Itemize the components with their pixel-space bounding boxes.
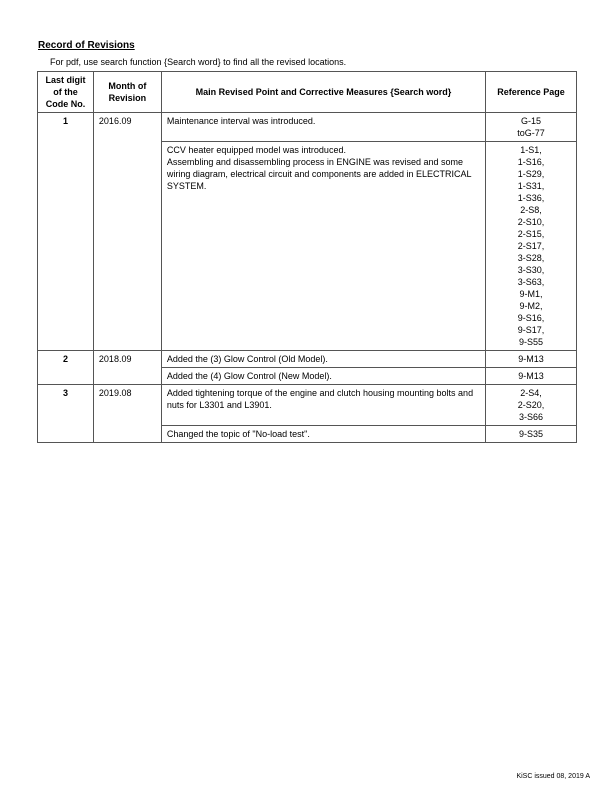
ref-cell: [486, 113, 577, 142]
issue-footer: KiSC issued 08, 2019 A: [516, 773, 590, 780]
month-cell: 2018.09: [93, 351, 161, 385]
main-cell: [161, 142, 485, 351]
table-row: [38, 351, 577, 368]
main-cell: [161, 351, 485, 368]
main-text: Added the (3) Glow Control (Old Model).: [166, 354, 328, 364]
code-cell: 2: [38, 351, 94, 385]
header-code: Last digit of the Code No.: [38, 72, 94, 113]
search-instruction: For pdf, use search function {Search word} to find all the revised locations.: [50, 57, 347, 67]
main-cell: [161, 368, 485, 385]
revision-table: [37, 71, 577, 443]
main-text: CCV heater equipped model was introduced. Assembling and disassembling process in ENGINE was revised and some wiring diagram, electrical circuit and components are added in ELECTRICAL SYSTEM.: [166, 145, 472, 191]
header-month: Month of Revision: [93, 72, 161, 113]
page-title: Record of Revisions: [38, 40, 135, 51]
main-text: Maintenance interval was introduced.: [166, 116, 316, 126]
ref-text: 2-S4, 2-S20, 3-S66: [517, 388, 545, 422]
month-cell: 2016.09: [93, 113, 161, 351]
main-text: Added tightening torque of the engine and clutch housing mounting bolts and nuts for L3301 and L3901.: [166, 388, 474, 410]
table-row: [38, 113, 577, 142]
ref-cell: [486, 142, 577, 351]
ref-text: 9-M13: [518, 354, 544, 364]
ref-text: 9-M13: [518, 371, 544, 381]
ref-cell: [486, 368, 577, 385]
ref-cell: [486, 426, 577, 443]
main-text: Added the (4) Glow Control (New Model).: [166, 371, 332, 381]
ref-text: 1-S1, 1-S16, 1-S29, 1-S31, 1-S36, 2-S8, 2-S10, 2-S15, 2-S17, 3-S28, 3-S30, 3-S63, 9-M1, 9-M2, 9-S16, 9-S17, 9-S55: [517, 145, 545, 347]
ref-cell: [486, 385, 577, 426]
main-cell: [161, 113, 485, 142]
code-cell: 1: [38, 113, 94, 351]
main-cell: [161, 426, 485, 443]
ref-text: 9-S35: [519, 429, 544, 439]
ref-cell: [486, 351, 577, 368]
main-cell: [161, 385, 485, 426]
table-header-row: [38, 72, 577, 113]
header-main: Main Revised Point and Corrective Measures {Search word}: [161, 72, 485, 113]
table-row: [38, 385, 577, 426]
header-ref: Reference Page: [486, 72, 577, 113]
ref-text: G-15 toG-77: [517, 116, 545, 138]
main-text: Changed the topic of "No-load test".: [166, 429, 310, 439]
code-cell: 3: [38, 385, 94, 443]
month-cell: 2019.08: [93, 385, 161, 443]
